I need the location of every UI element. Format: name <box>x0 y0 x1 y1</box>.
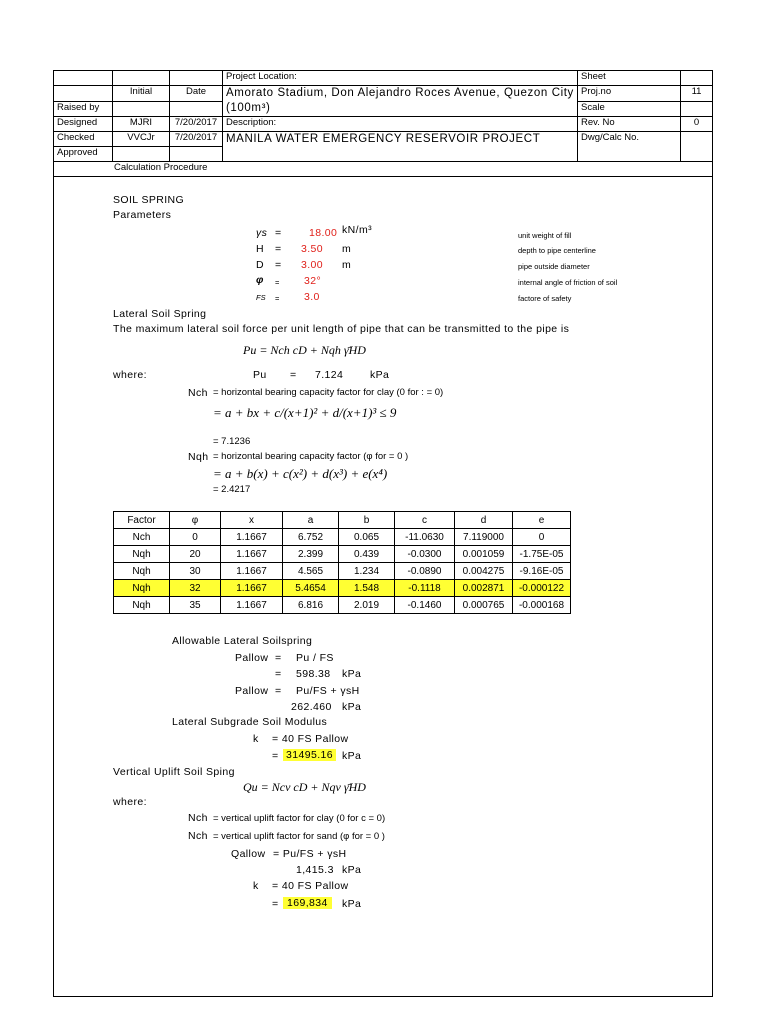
table-cell: 1.548 <box>339 580 395 597</box>
table-cell: 30 <box>170 563 221 580</box>
pu-value: 7.124 <box>315 369 344 381</box>
p-allow-2-symbol: Pallow <box>235 685 269 697</box>
table-cell: 32 <box>170 580 221 597</box>
column-header: e <box>513 512 571 529</box>
nch-formula: = a + bx + c/(x+1)² + d/(x+1)³ ≤ 9 <box>213 405 397 420</box>
table-cell: -0.000122 <box>513 580 571 597</box>
k-value: 31495.16 <box>283 749 336 761</box>
table-cell: 0.001059 <box>455 546 513 563</box>
column-header: a <box>283 512 339 529</box>
param-value: 3.0 <box>304 291 320 303</box>
proj-no-value: 11 <box>681 86 713 102</box>
param-description: internal angle of friction of soil <box>518 278 618 287</box>
table-cell: Nqh <box>114 597 170 614</box>
nqh-vertical-description: = vertical uplift factor for sand (φ for = 0 ) <box>213 831 385 842</box>
param-description: depth to pipe centerline <box>518 246 596 255</box>
p-allow-2-eq: = <box>275 685 282 697</box>
column-header: d <box>455 512 513 529</box>
param-description: unit weight of fill <box>518 231 572 240</box>
table-cell: 1.1667 <box>221 580 283 597</box>
table-cell: -9.16E-05 <box>513 563 571 580</box>
table-cell: 0 <box>170 529 221 546</box>
description-label: Description: <box>223 117 578 132</box>
p-allow-expression: Pu / FS <box>296 652 334 664</box>
vertical-where-label: where: <box>113 796 147 808</box>
param-description: factore of safety <box>518 294 572 303</box>
param-value: 3.50 <box>301 243 324 255</box>
table-header-row <box>114 512 571 529</box>
table-cell: 4.565 <box>283 563 339 580</box>
param-eq: = <box>275 243 282 255</box>
table-cell: Nqh <box>114 563 170 580</box>
where-label: where: <box>113 369 147 381</box>
table-cell: 1.1667 <box>221 597 283 614</box>
param-description: pipe outside diameter <box>518 262 590 271</box>
table-cell: 35 <box>170 597 221 614</box>
table-row <box>114 546 571 563</box>
qu-formula: Qu = Ncv cD + Nqv γ̄HD <box>243 780 366 794</box>
project-location-label: Project Location: <box>223 71 578 86</box>
table-row <box>114 563 571 580</box>
table-cell: 7.119000 <box>455 529 513 546</box>
q-allow-value: 1,415.3 <box>296 864 334 876</box>
pu-formula: Pu = Nch cD + Nqh γ̄HD <box>243 343 366 357</box>
table-cell: 0.000765 <box>455 597 513 614</box>
proj-no-label: Proj.no <box>578 86 681 102</box>
pu-symbol: Pu <box>253 369 267 381</box>
table-cell: -0.1118 <box>395 580 455 597</box>
column-header: b <box>339 512 395 529</box>
k-vertical-symbol: k <box>253 880 259 892</box>
sheet-label: Sheet <box>578 71 681 86</box>
table-cell: 2.399 <box>283 546 339 563</box>
table-row <box>114 529 571 546</box>
nqh-value: = 2.4217 <box>213 484 251 495</box>
rev-no-value: 0 <box>681 117 713 132</box>
table-row-highlighted <box>114 580 571 597</box>
nch-vertical-symbol: Nch <box>188 812 208 824</box>
nch-symbol: Nch <box>188 387 208 399</box>
k-expression: = 40 FS Pallow <box>272 733 349 745</box>
table-cell: -0.0300 <box>395 546 455 563</box>
column-header: x <box>221 512 283 529</box>
soil-spring-title: SOIL SPRING <box>113 194 185 206</box>
date-label: Date <box>170 86 223 102</box>
table-cell: Nqh <box>114 580 170 597</box>
table-cell: -11.0630 <box>395 529 455 546</box>
designed-date: 7/20/2017 <box>170 117 223 132</box>
calculation-procedure-label: Calculation Procedure <box>54 162 713 177</box>
k-vertical-expression: = 40 FS Pallow <box>272 880 349 892</box>
table-cell: 2.019 <box>339 597 395 614</box>
description-value: MANILA WATER EMERGENCY RESERVOIR PROJECT <box>223 132 578 162</box>
p-allow-value-eq: = <box>275 668 282 680</box>
nch-value: = 7.1236 <box>213 436 251 447</box>
q-allow-expression: = Pu/FS + γsH <box>273 848 347 860</box>
dwg-calc-label: Dwg/Calc No. <box>578 132 681 162</box>
k-unit: kPa <box>342 750 362 762</box>
param-symbol: FS <box>256 293 266 302</box>
rev-no-label: Rev. No <box>578 117 681 132</box>
table-cell: -0.000168 <box>513 597 571 614</box>
nqh-formula: = a + b(x) + c(x²) + d(x³) + e(x⁴) <box>213 466 388 481</box>
checked-initial: VVCJr <box>113 132 170 147</box>
pu-unit: kPa <box>370 369 390 381</box>
checked-date: 7/20/2017 <box>170 132 223 147</box>
k-vertical-unit: kPa <box>342 898 362 910</box>
table-cell: 0.002871 <box>455 580 513 597</box>
param-unit: m <box>342 243 352 255</box>
table-cell: 0.004275 <box>455 563 513 580</box>
column-header: Factor <box>114 512 170 529</box>
designed-label: Designed <box>54 117 113 132</box>
column-header: c <box>395 512 455 529</box>
scale-label: Scale <box>578 101 681 117</box>
p-allow-2-unit: kPa <box>342 701 362 713</box>
param-value: 18.00 <box>309 227 338 239</box>
q-allow-symbol: Qallow <box>231 848 266 860</box>
table-cell: -0.0890 <box>395 563 455 580</box>
table-cell: 6.816 <box>283 597 339 614</box>
designed-initial: MJRI <box>113 117 170 132</box>
table-cell: 0 <box>513 529 571 546</box>
title-block <box>53 70 713 177</box>
p-allow-unit: kPa <box>342 668 362 680</box>
table-cell: 0.439 <box>339 546 395 563</box>
initial-label: Initial <box>113 86 170 102</box>
table-cell: Nqh <box>114 546 170 563</box>
lateral-intro: The maximum lateral soil force per unit length of pipe that can be transmitted to the pipe is <box>113 323 570 335</box>
raised-by-label: Raised by <box>54 101 113 117</box>
p-allow-eq: = <box>275 652 282 664</box>
table-cell: 20 <box>170 546 221 563</box>
param-symbol: φ <box>256 274 264 286</box>
param-value: 32° <box>304 275 322 287</box>
k-symbol: k <box>253 733 259 745</box>
table-row <box>114 597 571 614</box>
column-header: φ <box>170 512 221 529</box>
project-location-line2: (100m³) <box>226 102 271 114</box>
checked-label: Checked <box>54 132 113 147</box>
param-eq: = <box>275 259 282 271</box>
k-value-eq: = <box>272 750 279 762</box>
table-cell: 6.752 <box>283 529 339 546</box>
table-cell: 1.1667 <box>221 563 283 580</box>
pu-eq: = <box>290 369 297 381</box>
p-allow-symbol: Pallow <box>235 652 269 664</box>
modulus-title: Lateral Subgrade Soil Modulus <box>172 716 328 728</box>
table-cell: -1.75E-05 <box>513 546 571 563</box>
k-vertical-value: 169,834 <box>283 897 332 909</box>
p-allow-2-value: 262.460 <box>291 701 332 713</box>
table-cell: 1.1667 <box>221 546 283 563</box>
param-eq: = <box>275 278 280 287</box>
param-eq: = <box>275 294 280 303</box>
nqh-symbol: Nqh <box>188 451 209 463</box>
nch-vertical-description: = vertical uplift factor for clay (0 for c = 0) <box>213 813 386 824</box>
table-cell: 1.234 <box>339 563 395 580</box>
k-vertical-value-eq: = <box>272 898 279 910</box>
param-symbol: H <box>256 243 264 255</box>
table-cell: 1.1667 <box>221 529 283 546</box>
table-cell: 0.065 <box>339 529 395 546</box>
param-value: 3.00 <box>301 259 324 271</box>
param-symbol: D <box>256 259 264 271</box>
lateral-title: Lateral Soil Spring <box>113 308 207 320</box>
param-eq: = <box>275 227 282 239</box>
nch-description: = horizontal bearing capacity factor for clay (0 for : = 0) <box>213 387 444 398</box>
p-allow-2-expression: Pu/FS + γsH <box>296 685 360 697</box>
parameters-title: Parameters <box>113 209 172 221</box>
table-cell: -0.1460 <box>395 597 455 614</box>
param-unit: kN/m³ <box>342 224 372 236</box>
nqh-description: = horizontal bearing capacity factor (φ for = 0 ) <box>213 451 409 462</box>
allowable-title: Allowable Lateral Soilspring <box>172 635 313 647</box>
project-location-line1: Amorato Stadium, Don Alejandro Roces Avenue, Quezon City <box>226 87 574 99</box>
p-allow-value: 598.38 <box>296 668 331 680</box>
vertical-title: Vertical Uplift Soil Sping <box>113 766 235 778</box>
table-cell: Nch <box>114 529 170 546</box>
param-unit: m <box>342 259 352 271</box>
q-allow-unit: kPa <box>342 864 362 876</box>
table-cell: 5.4654 <box>283 580 339 597</box>
factor-table <box>113 511 571 614</box>
approved-label: Approved <box>54 147 113 162</box>
param-symbol: γs <box>256 227 268 239</box>
nqh-vertical-symbol: Nch <box>188 830 208 842</box>
